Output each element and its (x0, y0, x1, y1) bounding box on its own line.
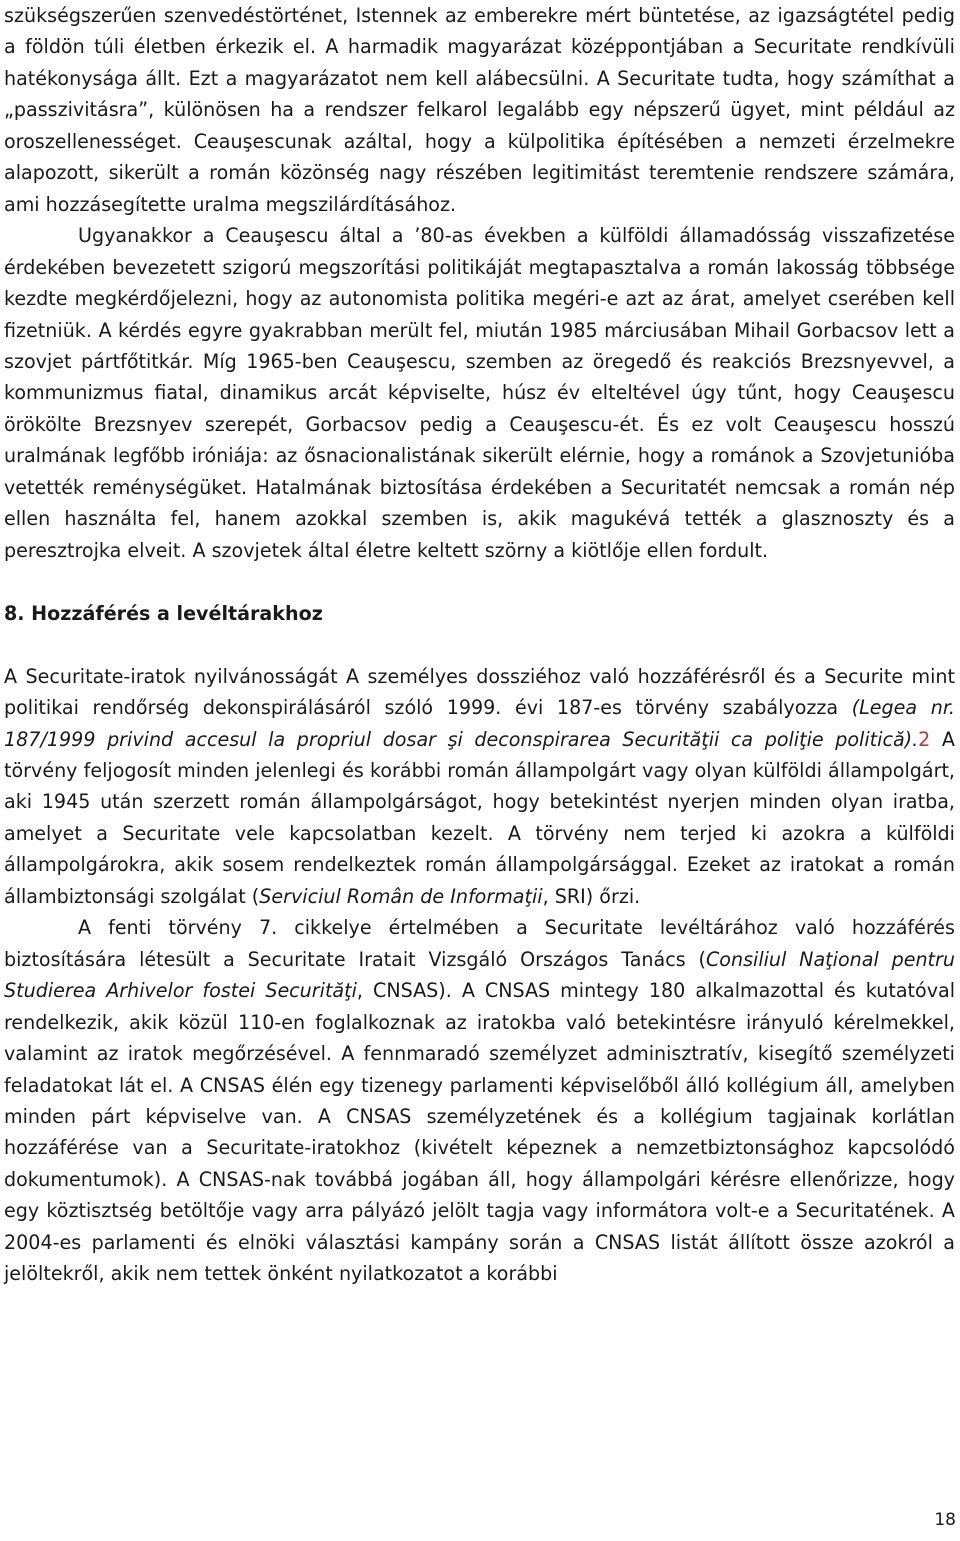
paragraph-4-text-a: A fenti törvény 7. cikkelye értelmében a Securitate levéltárához való hozzáférés biztosítására létesült a Securitate Iratait Vizsgáló Országos Tanács ( (4, 916, 955, 971)
page-number: 18 (934, 1510, 956, 1530)
paragraph-3-text-c: , SRI) őrzi. (542, 884, 641, 908)
paragraph-1: szükségszerűen szenvedéstörténet, Istennek az emberekre mért büntetése, az igazságtétel pedig a földön túli életben érkezik el. A harmadik magyarázat középpontjában a Securitate rendkívüli hatékonysága állt. Ezt a magyarázatot nem kell alábecsülni. A Securitate tudta, hogy számíthat a „passzivitásra”, különösen ha a rendszer felkarol legalább egy népszerű ügyet, mint például az oroszellenességet. Ceauşescunak azáltal, hogy a külpolitika építésében a nemzeti érzelmekre alapozott, sikerült a román közönség nagy részében legitimitást teremtenie rendszere számára, ami hozzásegítette uralma megszilárdításához. (4, 4, 955, 216)
paragraph-2: Ugyanakkor a Ceauşescu által a ’80-as években a külföldi államadósság visszafizetése érdekében bevezetett szigorú megszorítási politikáját megtapasztalva a román lakosság többsége kezdte megkérdőjelezni, hogy az autonomista politika megéri-e azt az árat, amelyet cserében kell fizetniük. A kérdés egyre gyakrabban merült fel, miután 1985 márciusában Mihail Gorbacsov lett a szovjet pártfőtitkár. Míg 1965-ben Ceauşescu, szemben az öregedő és reakciós Brezsnyevvel, a kommunizmus fiatal, dinamikus arcát képviselte, húsz év elteltével úgy tűnt, hogy Ceauşescu örökölte Brezsnyev szerepét, Gorbacsov pedig a Ceauşescu-ét. És ez volt Ceauşescu hosszú uralmának legfőbb iróniája: az ősnacionalistának sikerült elérnie, hogy a románok a Szovjetunióba vetették reménységüket. Hatalmának biztosítása érdekében a Securitatét nemcsak a román nép ellen használta fel, hanem azokkal szemben is, akik magukévá tették a glasznoszty és a peresztrojka elveit. A szovjetek által életre keltett szörny a kiötlője ellen fordult. (4, 224, 955, 562)
agency-name-italic: Serviciul Român de Informaţii (259, 884, 543, 908)
document-body (4, 0, 955, 1290)
paragraph-4-text-b: , CNSAS). A CNSAS mintegy 180 alkalmazottal és kutatóval rendelkezik, akik közül 110-en foglalkoznak az iratokba való betekintésre irányuló kérelmekkel, valamint az iratok megőrzésével. A fennmaradó személyzet adminisztratív, kisegítő személyzeti feladatokat lát el. A CNSAS élén egy tizenegy parlamenti képviselőből álló kollégium áll, amelyben minden párt képviselve van. A CNSAS személyzetének és a kollégium tagjainak korlátlan hozzáférése van a Securitate-iratokhoz (kivételt képeznek a nemzetbiztonsághoz kapcsolódó dokumentumok). A CNSAS-nak továbbá jogában áll, hogy állampolgári kérésre ellenőrizze, hogy egy köztisztség betöltője vagy arra pályázó jelölt tagja vagy informátora volt-e a Securitatének. A 2004-es parlamenti és elnöki választási kampány során a CNSAS listát állított össze azokról a jelöltekről, akik nem tettek önként nyilatkozatot a korábbi (4, 979, 955, 1286)
paragraph-4 (4, 912, 955, 1289)
law-title-italic: (Legea nr. 187/1999 privind accesul la propriul dosar şi deconspirarea Securităţii ca poliţie politică). (4, 696, 955, 751)
council-name-italic: Consiliul Naţional pentru Studierea Arhivelor fostei Securităţi (4, 947, 955, 1003)
footnote-reference[interactable]: 2 (918, 727, 931, 751)
paragraph-3-text-b: A törvény feljogosít minden jelenlegi és korábbi román állampolgárt vagy olyan külföldi állampolgárt, aki 1945 után szerzett román állampolgárságot, hogy betekintést nyerjen minden olyan iratba, amelyet a Securitate vele kapcsolatban kezelt. A törvény nem terjed ki azokra a külföldi állampolgárokra, akik sosem rendelkeztek román állampolgársággal. Ezeket az iratokat a román állambiztonsági szolgálat ( (4, 727, 955, 908)
paragraph-3-text-a: A Securitate-iratok nyilvánosságát A személyes dossziéhoz való hozzáférésről és a Securite mint politikai rendőrség dekonspirálásáról szóló 1999. évi 187-es törvény szabályozza (4, 664, 955, 720)
section-heading: 8. Hozzáférés a levéltárakhoz (4, 601, 323, 625)
paragraph-3 (4, 661, 955, 913)
